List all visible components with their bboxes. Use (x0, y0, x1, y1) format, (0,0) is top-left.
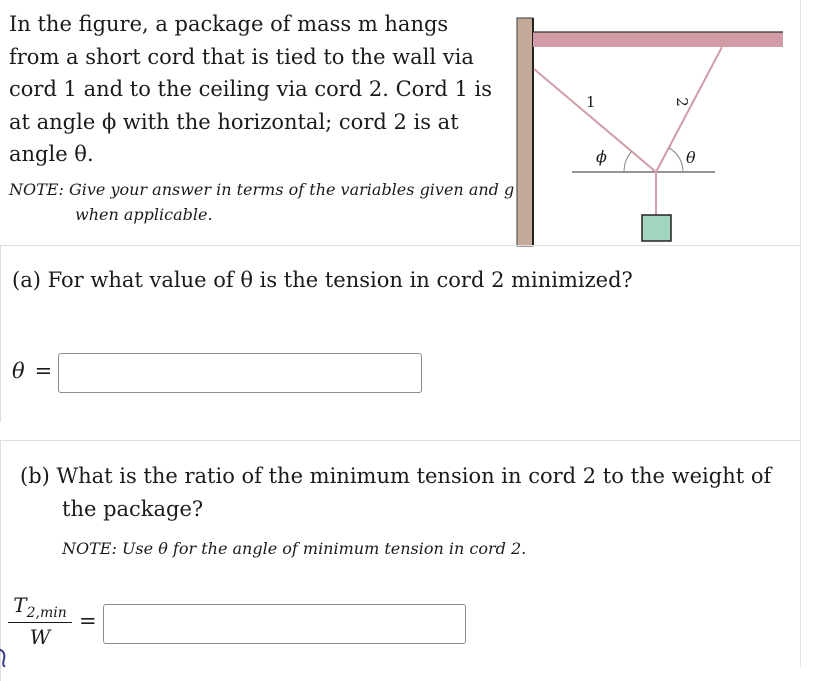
corner-curve-icon (0, 645, 10, 667)
part-a-answer-input[interactable] (58, 353, 422, 393)
package (642, 215, 671, 241)
part-a-question: (a) For what value of θ is the tension in cord 2 minimized? (12, 268, 633, 292)
theta-label: θ (686, 148, 696, 167)
phi-arc (624, 152, 632, 173)
theta-arc (669, 148, 683, 172)
part-b-note: NOTE: Use θ for the angle of minimum tension in cord 2. (62, 539, 527, 558)
ceiling (533, 32, 783, 47)
part-b-answer-input[interactable] (103, 604, 466, 644)
part-a-section (0, 245, 801, 422)
part-b-question: (b) What is the ratio of the minimum tension in cord 2 to the weight of the package? (20, 464, 772, 521)
part-b-lhs-fraction (8, 593, 72, 649)
part-a-equals: = (34, 359, 53, 383)
part-b-equals: = (79, 609, 97, 633)
cord-1-label: 1 (586, 93, 596, 111)
fraction-numerator: $T_{2,min}$ (8, 593, 72, 623)
fraction-denominator: W (29, 625, 51, 649)
cord-2-label: 2 (673, 97, 691, 107)
problem-statement: In the figure, a package of mass m hangs from a short cord that is tied to the wall via cord 1 and to the ceiling via cord 2. Cord 1 is at angle ϕ with the horizontal; cord 2 is at angle θ. (9, 12, 493, 166)
part-a-variable: θ (12, 359, 25, 383)
part-a-lhs (12, 359, 52, 383)
cord-1 (534, 69, 656, 172)
wall (517, 18, 533, 246)
phi-label: ϕ (596, 147, 607, 166)
problem-note: NOTE: Give your answer in terms of the variables given and g when applicable. (9, 180, 515, 224)
problem-figure (513, 12, 793, 250)
part-b-section (0, 440, 801, 681)
